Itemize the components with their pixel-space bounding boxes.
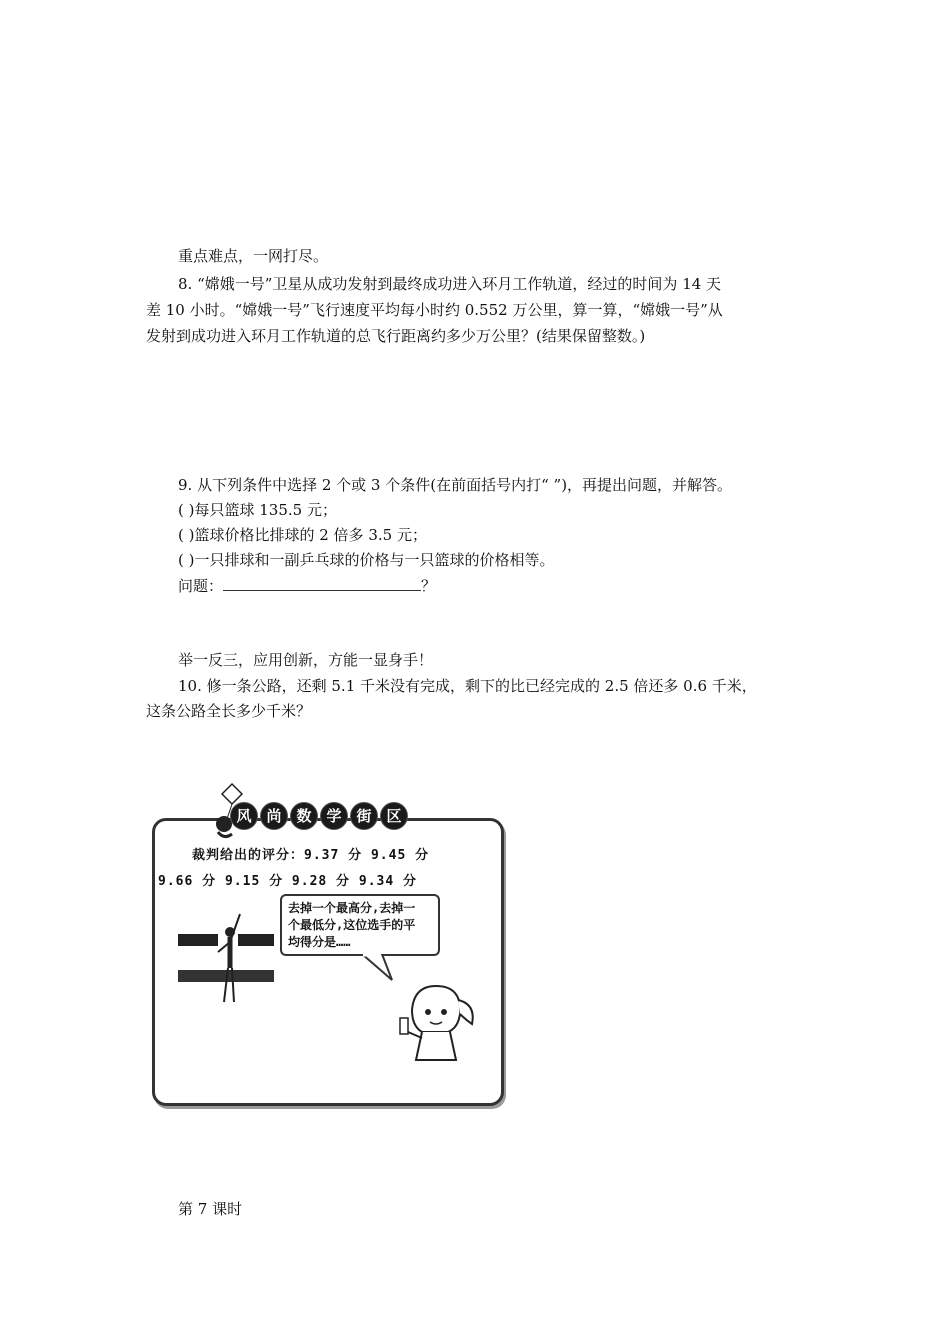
math-street-figure xyxy=(148,782,504,1104)
section-line: 举一反三，应用创新，方能一显身手！ xyxy=(178,651,434,669)
question-label: 问题： xyxy=(178,577,224,595)
q10-line2: 这条公路全长多少千米？ xyxy=(146,702,312,720)
bubble-line: 均得分是…… xyxy=(288,935,351,949)
banner-char: 街 xyxy=(350,802,378,830)
girl-character-icon xyxy=(392,980,482,1066)
intro-line: 重点难点，一网打尽。 xyxy=(178,247,329,265)
q8-line1: 8. “嫦娥一号”卫星从成功发射到最终成功进入环月工作轨道，经过的时间为 14 天 xyxy=(178,275,722,293)
q9-question-line xyxy=(178,576,436,596)
gymnast-photo-icon xyxy=(178,906,278,1006)
bubble-line: 去掉一个最高分,去掉一 xyxy=(288,901,416,915)
q9-condition-1: ( )每只篮球 135.5 元； xyxy=(178,501,337,519)
banner-char: 尚 xyxy=(260,802,288,830)
q9-condition-3: ( )一只排球和一副乒乓球的价格与一只篮球的价格相等。 xyxy=(178,551,555,569)
bubble-line: 个最低分,这位选手的平 xyxy=(288,918,416,932)
banner-char: 数 xyxy=(290,802,318,830)
q10-line1: 10. 修一条公路，还剩 5.1 千米没有完成，剩下的比已经完成的 2.5 倍还多 0.6 千米， xyxy=(178,677,757,695)
lesson-label: 第 7 课时 xyxy=(178,1200,243,1218)
banner-char: 学 xyxy=(320,802,348,830)
q8-line3: 发射到成功进入环月工作轨道的总飞行距离约多少万公里？(结果保留整数。) xyxy=(146,327,646,345)
question-end: ？ xyxy=(421,577,437,595)
banner-char: 风 xyxy=(230,802,258,830)
speech-bubble xyxy=(280,894,440,956)
scores-line-1: 裁判给出的评分：9.37 分 9.45 分 xyxy=(192,848,430,863)
q9-line1: 9. 从下列条件中选择 2 个或 3 个条件(在前面括号内打“ ”)，再提出问题，并解答。 xyxy=(178,476,733,494)
q8-line2: 差 10 小时。“嫦娥一号”飞行速度平均每小时约 0.552 万公里，算一算，“嫦娥一号”从 xyxy=(146,301,723,319)
answer-blank xyxy=(223,576,421,591)
banner-char: 区 xyxy=(380,802,408,830)
scores-line-2: 9.66 分 9.15 分 9.28 分 9.34 分 xyxy=(158,874,418,889)
q9-condition-2: ( )篮球价格比排球的 2 倍多 3.5 元； xyxy=(178,526,427,544)
figure-banner xyxy=(230,802,408,832)
